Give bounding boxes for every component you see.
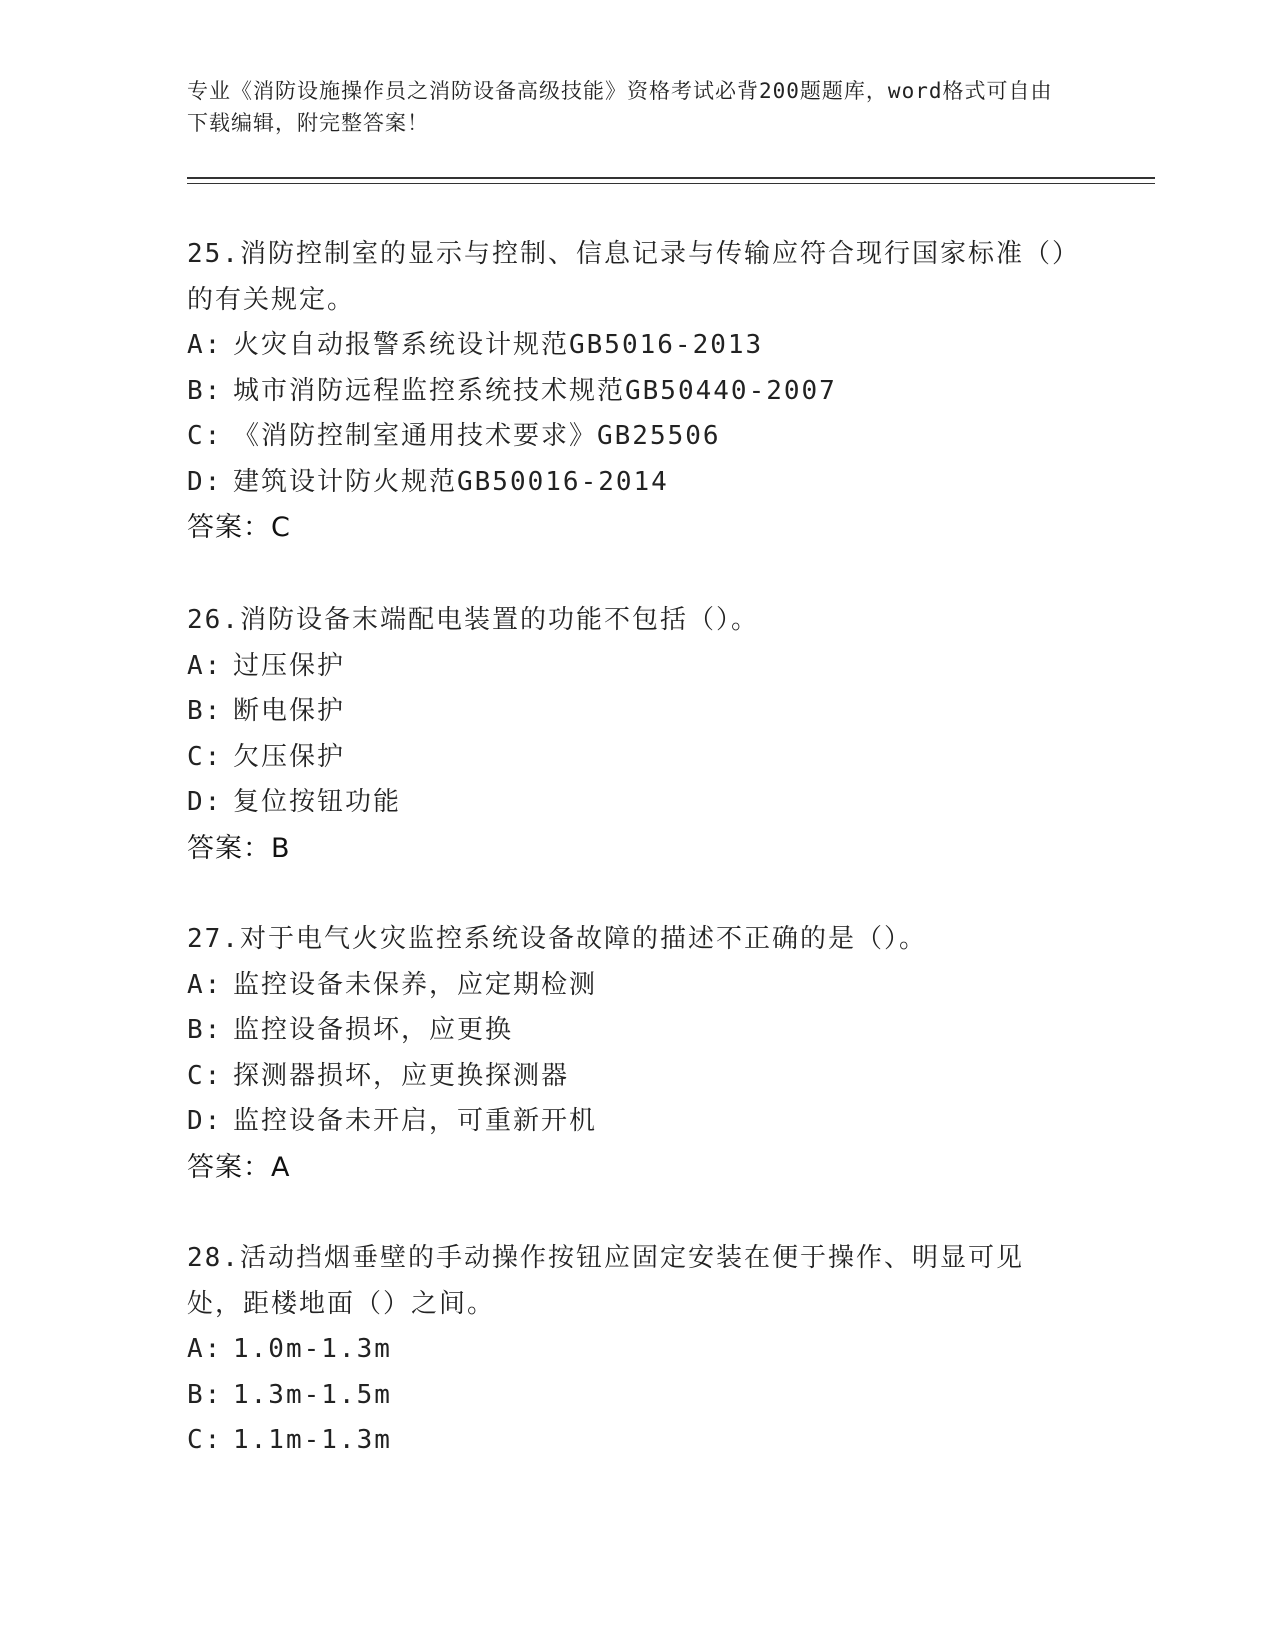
option-label: A: xyxy=(187,330,223,360)
option-d xyxy=(187,1099,1087,1145)
option-text: 过压保护 xyxy=(233,650,346,681)
option-a xyxy=(187,963,1087,1009)
question-stem: 27.对于电气火灾监控系统设备故障的描述不正确的是（）。 xyxy=(187,924,927,954)
option-b xyxy=(187,1373,1087,1419)
answer-text: 答案：C xyxy=(187,512,291,543)
option-b xyxy=(187,689,1087,735)
option-text: 城市消防远程监控系统技术规范GB50440-2007 xyxy=(233,375,837,406)
question-stem: 25.消防控制室的显示与控制、信息记录与传输应符合现行国家标准（）的有关规定。 xyxy=(187,239,1067,315)
question-stem: 28.活动挡烟垂壁的手动操作按钮应固定安装在便于操作、明显可见处，距楼地面（）之间。 xyxy=(187,1243,1024,1319)
option-a xyxy=(187,1327,1087,1373)
header-divider xyxy=(187,177,1155,179)
option-label: A: xyxy=(187,1334,223,1364)
question-stem: 26.消防设备末端配电装置的功能不包括（）。 xyxy=(187,605,759,635)
answer-text: 答案：A xyxy=(187,1151,291,1183)
option-text: 探测器损坏，应更换探测器 xyxy=(233,1060,570,1091)
option-text: 《消防控制室通用技术要求》GB25506 xyxy=(233,421,721,451)
option-a xyxy=(187,323,1087,369)
option-text: 建筑设计防火规范GB50016-2014 xyxy=(233,466,669,497)
option-b xyxy=(187,369,1087,415)
option-text: 断电保护 xyxy=(233,696,346,726)
option-c xyxy=(187,1054,1087,1100)
answer-text: 答案：B xyxy=(187,832,291,864)
option-label: C: xyxy=(187,1060,223,1091)
header-divider-thin xyxy=(187,183,1155,184)
question-25 xyxy=(187,232,1087,551)
option-label: B: xyxy=(187,1015,223,1045)
option-text: 监控设备未开启，可重新开机 xyxy=(233,1106,598,1136)
option-label: D: xyxy=(187,787,223,817)
option-b xyxy=(187,1008,1087,1054)
option-label: B: xyxy=(187,696,223,726)
option-label: D: xyxy=(187,1106,223,1136)
option-label: A: xyxy=(187,969,223,1000)
option-text: 监控设备损坏，应更换 xyxy=(233,1015,514,1045)
option-text: 1.1m-1.3m xyxy=(233,1425,392,1455)
option-label: B: xyxy=(187,375,223,406)
option-label: B: xyxy=(187,1379,223,1410)
option-text: 1.3m-1.5m xyxy=(233,1379,392,1410)
option-c xyxy=(187,1418,1087,1464)
option-label: A: xyxy=(187,650,223,681)
question-27 xyxy=(187,917,1087,1190)
question-26 xyxy=(187,598,1087,871)
option-text: 欠压保护 xyxy=(233,741,346,772)
option-text: 火灾自动报警系统设计规范GB5016-2013 xyxy=(233,330,764,360)
option-a xyxy=(187,644,1087,690)
option-c xyxy=(187,414,1087,460)
option-label: C: xyxy=(187,421,223,451)
document-intro: 专业《消防设施操作员之消防设备高级技能》资格考试必背200题题库，word格式可自由下载编辑，附完整答案！ xyxy=(187,79,1053,135)
option-label: D: xyxy=(187,466,223,497)
option-label: C: xyxy=(187,1425,223,1455)
option-text: 复位按钮功能 xyxy=(233,787,402,817)
option-c xyxy=(187,735,1087,781)
question-28 xyxy=(187,1236,1087,1464)
option-d xyxy=(187,460,1087,506)
option-text: 1.0m-1.3m xyxy=(233,1334,392,1364)
option-text: 监控设备未保养，应定期检测 xyxy=(233,969,598,1000)
option-label: C: xyxy=(187,741,223,772)
option-d xyxy=(187,780,1087,826)
